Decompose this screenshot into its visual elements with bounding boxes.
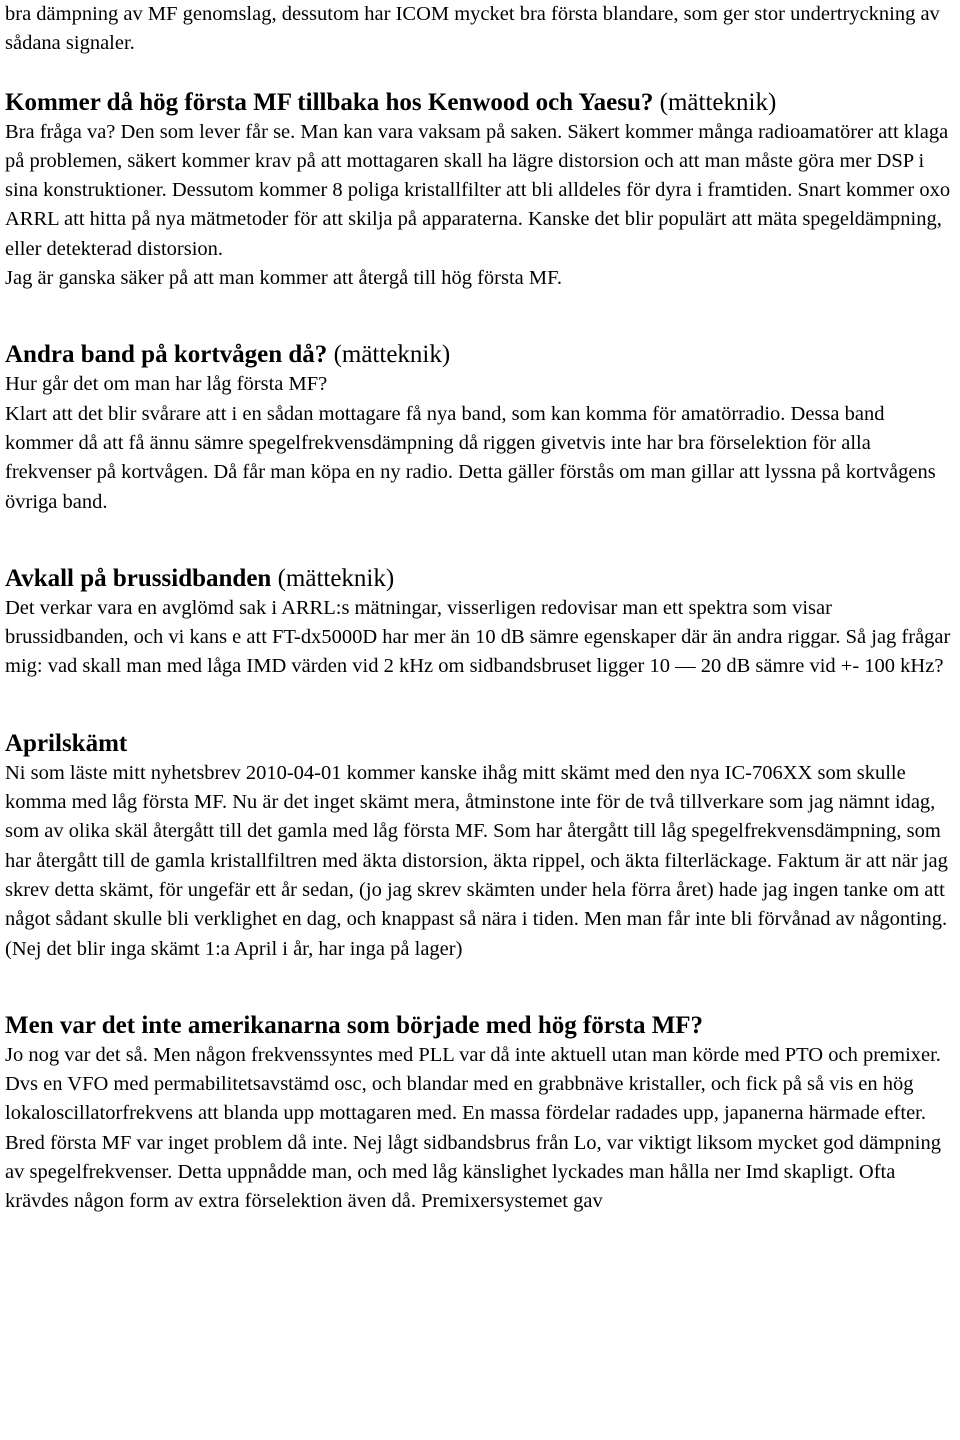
section-title: Kommer då hög första MF tillbaka hos Kenwood och Yaesu?: [5, 88, 654, 116]
spacer: [5, 517, 957, 564]
document-page: [5, 0, 957, 1217]
section-heading-americans: [5, 1011, 957, 1041]
section-paragraph: Jo nog var det så. Men någon frekvenssyntes med PLL var då inte aktuell utan man körde med PTO och premixer. Dvs en VFO med permabilitetsavstämd osc, och blandar med en grabbnäve kristaller, och fick på så vis en hög lokaloscillatorfrekvens att blanda upp mottagaren med. En massa fördelar radades upp, japanerna härmade efter. Bred första MF var inget problem då inte. Nej lågt sidbandsbrus från Lo, var viktigt liksom mycket god dämpning av spegelfrekvenser. Detta uppnådde man, och med låg känslighet lyckades man hålla ner Imd skapligt. Ofta krävdes någon form av extra förselektion även då. Premixersystemet gav: [5, 1043, 941, 1213]
spacer: [5, 964, 957, 1011]
section-paragraph: Klart att det blir svårare att i en sådan mottagare få nya band, som kan komma för amatörradio. Dessa band kommer då att få ännu sämre spegelfrekvensdämpning då riggen givetvis inte har bra förselektion för alla frekvenser på kortvågen. Då får man köpa en ny radio. Detta gäller förstås om man gillar att lyssna på kortvågens övriga band.: [5, 402, 936, 513]
section-title: Men var det inte amerikanarna som började med hög första MF?: [5, 1011, 704, 1039]
section-heading-high-first-if: [5, 88, 957, 118]
section-tag: (mätteknik): [327, 341, 451, 369]
spacer: [5, 682, 957, 729]
spacer: [5, 293, 957, 340]
section-paragraph: Ni som läste mitt nyhetsbrev 2010-04-01 kommer kanske ihåg mitt skämt med den nya IC-706XX som skulle komma med låg första MF. Nu är det inget skämt mera, åtminstone inte för de två tillverkare som jag nämnt idag, som av olika skäl återgått till det gamla med låg första MF. Som har återgått till låg spegelfrekvensdämpning, som har återgått till de gamla kristallfiltren med äkta distorsion, äkta rippel, och äkta filterläckage. Faktum är att när jag skrev detta skämt, för ungefär ett år sedan, (jo jag skrev skämten under hela förra året) hade jag ingen tanke om att något sådant skulle bli verklighet en dag, och knappast så nära i tiden. Men man får inte bli förvånad av någonting. (Nej det blir inga skämt 1:a April i år, har inga på lager): [5, 761, 948, 960]
section-paragraph: Hur går det om man har låg första MF?: [5, 373, 328, 396]
intro-paragraph: bra dämpning av MF genomslag, dessutom har ICOM mycket bra första blandare, som ger stor undertryckning av sådana signaler.: [5, 3, 940, 55]
section-tag: (mätteknik): [653, 88, 777, 116]
section-title: Aprilskämt: [5, 729, 128, 757]
spacer: [5, 59, 957, 88]
section-paragraph: Det verkar vara en avglömd sak i ARRL:s mätningar, visserligen redovisar man ett spektra som visar brussidbanden, och vi kans e att FT-dx5000D har mer än 10 dB sämre egenskaper där än andra riggar. Så jag frågar mig: vad skall man med låga IMD värden vid 2 kHz om sidbandsbruset ligger 10 — 20 dB sämre vid +- 100 kHz?: [5, 596, 951, 678]
section-paragraph: Bra fråga va? Den som lever får se. Man kan vara vaksam på saken. Säkert kommer många radioamatörer att klaga på problemen, säkert kommer krav på att mottagaren skall ha lägre distorsion och att man måste göra mer DSP i sina konstruktioner. Dessutom kommer 8 poliga kristallfilter att bli alldeles för dyra i framtiden. Snart kommer oxo ARRL att hitta på nya mätmetoder för att skilja på apparaterna. Kanske det blir populärt att mäta spegeldämpning, eller detekterad distorsion.: [5, 120, 951, 260]
section-title: Andra band på kortvågen då?: [5, 341, 328, 369]
section-heading-noise-sidebands: [5, 564, 957, 594]
section-tag: (mätteknik): [271, 564, 395, 592]
section-title: Avkall på brussidbanden: [5, 564, 272, 592]
section-heading-other-bands: [5, 340, 957, 370]
section-paragraph: Jag är ganska säker på att man kommer att återgå till hög första MF.: [5, 267, 563, 290]
section-heading-april-joke: [5, 729, 957, 759]
